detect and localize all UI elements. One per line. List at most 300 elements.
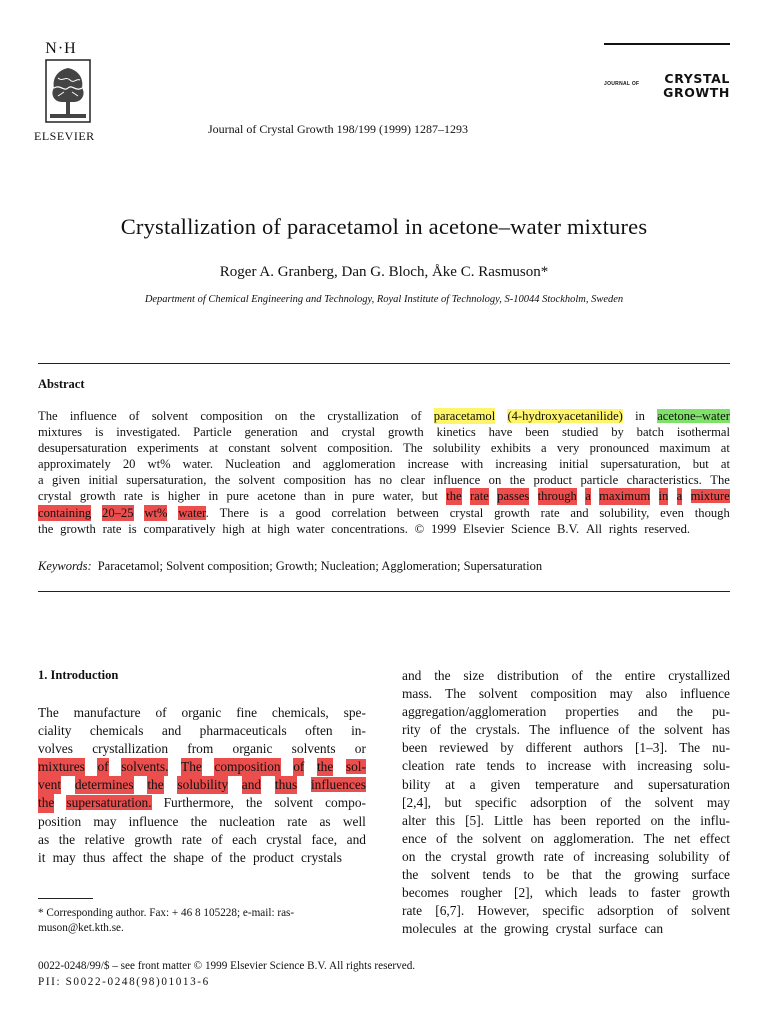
text-line [402,794,730,812]
footnote-text: muson@ket.kth.se. [38,922,124,934]
word: been [525,425,550,440]
word: composition. [327,441,393,456]
word: © [414,521,425,536]
word: concentrations. [331,521,408,536]
intro-left-column [38,704,366,867]
word: on [402,848,416,864]
word: Furthermore, [163,795,234,811]
word: have [488,425,513,440]
word: a [585,489,591,504]
word: high [267,521,290,536]
word: high [222,521,245,536]
word: desupersaturation [38,441,127,456]
word: leads [589,885,617,901]
word: solvent [482,830,522,846]
word: comparatively [143,521,216,536]
word: solu- [703,758,730,774]
word: faster [650,885,681,901]
word: growth [134,831,173,847]
word: very [556,441,580,456]
word: (4-hydroxyacetanilide) [507,409,623,423]
section-heading: 1. Introduction [38,668,119,682]
word: solvent [431,867,470,883]
word: The [38,409,58,423]
word: solvents. [121,758,168,776]
word: even [660,505,684,520]
journal-logo-line1: CRYSTAL [664,71,730,86]
word: solvent [238,473,276,488]
text-line [402,703,730,721]
word: the [190,813,208,829]
word: well [342,813,366,829]
word: a [279,505,285,520]
word: crystallization [92,741,169,757]
word: surface [598,921,638,937]
text-line [38,424,730,440]
word: of [97,758,108,776]
word: Little [493,812,523,828]
word: the [38,521,54,536]
word: containing [38,505,92,520]
word: exhibits [490,441,531,456]
word: though [694,505,730,520]
word: may [52,849,76,865]
journal-logo-line2: GROWTH [663,85,730,100]
abstract-body [38,408,730,537]
word: thus [82,849,106,865]
word: shape [173,849,204,865]
word: rate [123,489,143,504]
pii-line: PII: S0022-0248(98)01013-6 [38,976,210,988]
word: Elsevier [462,521,505,536]
word: characteristics. [626,473,702,488]
word: is [151,489,160,504]
text-line [38,758,366,776]
word: chemicals, [271,705,329,720]
word: investigated. [116,425,181,440]
word: between [396,505,439,520]
word: the [38,794,54,812]
word: it [38,849,46,865]
word: authors [583,740,623,756]
word: from [187,741,214,757]
word: the [317,758,333,776]
text-line [38,794,366,812]
word: temperature [535,776,600,792]
text-line [38,704,366,722]
word: of [410,409,422,423]
word: of [436,830,448,846]
word: mixtures [38,425,83,440]
word: crystals [301,849,342,865]
word: position [38,813,82,829]
word: on [488,473,502,488]
word: the [147,776,163,794]
keywords-label: Keywords: [38,559,92,573]
text-line [402,866,730,884]
word: in [208,489,219,504]
word: at [720,457,730,472]
word: vent [38,776,61,794]
word: crystallization [327,409,399,423]
text-line [402,830,730,848]
word: with [460,457,484,472]
word: influence [680,686,730,702]
word: passes [497,489,530,504]
text-line [38,776,366,794]
word: that [572,867,593,883]
word: maximum [659,441,711,456]
journal-citation: Journal of Crystal Growth 198/199 (1999) 1287–1293 [208,122,468,136]
word: supersaturation. [66,795,152,811]
word: and [346,831,366,847]
publisher-name: ELSEVIER [34,129,95,143]
text-line [402,884,730,902]
word: of [155,705,167,720]
word: surface [691,867,730,883]
word: solvent [664,722,703,738]
word: the [434,668,451,683]
word: the [456,830,473,846]
text-line [402,848,730,866]
bottom-divider [38,591,730,592]
word: given [52,473,81,488]
abstract-heading: Abstract [38,377,85,391]
word: pu- [712,704,730,720]
word: the [245,795,263,811]
word: of [718,848,730,864]
word: or [354,741,366,757]
word: initial [559,457,589,472]
word: and [292,457,311,472]
word: particle [580,473,619,488]
intro-right-column [402,667,730,938]
word: The [643,830,665,846]
word: supersaturation, [600,457,681,472]
word: on [650,812,664,828]
word: approximately [38,457,111,472]
word: organic [181,705,222,720]
word: solvent [151,409,189,423]
word: crystal [341,425,376,440]
word: influ- [700,812,730,828]
word: supersaturation, [126,473,207,488]
word: agglomeration [322,457,396,472]
word: solvent [478,686,518,702]
word: growth [79,489,116,504]
word: properties [565,704,619,720]
word: correlation [331,505,387,520]
word: the [480,921,497,937]
word: through [537,489,577,504]
word: The [445,686,466,702]
word: of [666,903,679,919]
word: the [446,489,462,504]
word: has [712,722,730,738]
word: reserved. [644,521,691,536]
word: to [523,867,534,883]
word: rights [608,521,638,536]
word: to [525,758,537,774]
word: at [251,521,261,536]
word: with [602,758,627,774]
word: and [161,723,182,739]
word: crystal [449,505,484,520]
word: reviewed [439,740,489,756]
word: solvent [654,794,694,810]
word: has [532,812,551,828]
word: the [638,722,655,738]
footnote [38,906,366,936]
word: All [585,521,603,536]
word: ciality [38,723,72,739]
text-line [38,831,366,849]
word: B.V. [556,521,580,536]
word: volves [38,741,73,757]
word: aggregation/agglomeration [402,704,547,720]
word: and [402,668,422,683]
word: experiments [137,441,199,456]
word: studied [561,425,599,440]
word: in [334,489,344,504]
word: crystal [266,831,302,847]
word: solubility [658,848,710,864]
text-line [38,722,366,740]
text-line [402,812,730,830]
word: influence [433,473,481,488]
word: may [93,813,117,829]
elsevier-tree-icon [40,58,96,126]
word: acetone–water [657,409,730,423]
word: nu- [712,740,730,756]
word: rate [102,521,122,536]
word: paracetamol [433,409,496,423]
word: agglomeration. [553,830,635,846]
word: growth [692,885,730,901]
word: and [310,425,329,440]
word: increasing [495,457,548,472]
word: clear [400,473,425,488]
word: face, [311,831,338,847]
word: but [444,794,462,810]
word: effect [699,830,730,846]
word: [1–3]. [634,740,668,756]
word: adsorption [530,794,587,810]
word: size [463,668,485,683]
word: [5]. [465,812,485,828]
word: of [128,409,140,423]
word: rate [287,813,308,829]
word: water. [182,457,214,472]
word: in- [351,723,366,739]
word: growth [388,425,424,440]
word: of [293,758,304,776]
word: but [692,457,709,472]
word: water [296,521,325,536]
word: the [229,849,246,865]
word: specific [475,794,517,810]
word: given [490,776,521,792]
publisher-mark: N·H [45,40,77,57]
word: water, [382,489,414,504]
word: rity [402,722,421,738]
word: rate [181,831,202,847]
word: different [525,740,572,756]
word: rate [543,848,564,864]
word: supersaturation [648,776,730,792]
word: solvent [691,903,730,919]
word: increase [547,758,592,774]
word: 1999 [431,521,457,536]
word: wt% [147,457,171,472]
word: water. [178,505,209,520]
text-line [38,813,366,831]
footnote-rule [38,898,93,899]
word: increasing [594,848,650,864]
word: and [242,776,261,794]
word: the [624,794,642,810]
word: [2], [513,885,533,901]
word: but [421,489,438,504]
word: However, [477,903,530,919]
word: constant [228,441,271,456]
word: a [469,776,476,792]
word: The [529,722,551,738]
word: to [628,885,639,901]
word: the [214,473,231,488]
word: solubility [432,441,481,456]
word: pure [352,489,375,504]
word: growth [60,521,96,536]
word: the [450,722,467,738]
word: 20–25 [102,505,134,520]
word: mixtures [38,758,85,776]
word: a [541,441,547,456]
word: adsorption [597,903,654,919]
word: [2,4], [402,794,432,810]
word: influence [128,813,179,829]
word: batch [636,425,664,440]
word: in [635,409,645,423]
copyright-line: 0022-0248/99/$ – see front matter © 1999 Elsevier Science B.V. All rights reserved. [38,960,416,972]
word: also [645,686,668,702]
word: the [58,831,76,847]
keywords [38,559,542,574]
word: crystals. [475,722,520,738]
word: rate [455,758,476,774]
word: of [211,831,223,847]
word: maximum [599,489,651,504]
text-line [38,505,730,521]
word: and [638,704,658,720]
word: been [560,812,587,828]
word: of [600,794,612,810]
word: the [673,812,691,828]
word: the [424,848,442,864]
word: be [546,867,560,883]
word: of [573,848,585,864]
word: as [319,813,331,829]
word: mixture [690,489,730,504]
word: The [403,441,423,456]
word: of [429,722,441,738]
word: tends [486,758,515,774]
author-list: Roger A. Granberg, Dan G. Bloch, Åke C. Rasmuson* [219,264,549,280]
word: composition [283,473,346,488]
word: on [274,409,288,423]
word: good [295,505,321,520]
word: the [299,409,316,423]
word: solvent [274,795,314,811]
word: mass. [402,686,433,702]
text-line [402,721,730,739]
word: is [94,425,104,440]
word: 20 [122,457,136,472]
word: a [676,489,683,504]
word: rate [540,505,560,520]
word: bility [402,776,431,792]
word: spe- [343,705,366,720]
word: no [379,473,393,488]
word: the [402,867,419,883]
word: isothermal [676,425,730,440]
word: ence [402,830,427,846]
word: pharmaceuticals [199,723,287,739]
word: the [509,473,526,488]
word: influence [69,409,117,423]
word: initial [88,473,118,488]
text-line [38,440,730,456]
word: thus [275,776,297,794]
word: specific [542,903,585,919]
word: The [679,740,701,756]
text-line [38,521,730,537]
text-line [38,488,730,504]
word: of [571,668,583,683]
word: generation [244,425,298,440]
footnote-text: * Corresponding author. Fax: + 46 8 105228; e-mail: ras- [38,907,295,919]
word: Nucleation [225,457,281,472]
word: than [304,489,326,504]
word: solvent [280,441,318,456]
word: distribution [497,668,559,683]
word: is [128,521,137,536]
word: on [530,830,544,846]
word: and [570,505,589,520]
word: molecules [402,921,457,937]
word: often [305,723,333,739]
paper-title: Crystallization of paracetamol in acetone–water mixtures [120,214,648,239]
text-line [402,776,730,794]
word: by [500,740,514,756]
word: growth [496,848,535,864]
word: at [445,776,455,792]
word: a [38,473,44,488]
word: influence [559,722,610,738]
word: growth [494,505,530,520]
word: crystal [38,489,72,504]
word: affect [112,849,143,865]
word: at [463,921,474,937]
word: composition [200,409,263,423]
word: growing [503,921,549,937]
word: solvents [291,741,336,757]
footnote-line [38,921,366,936]
text-line [38,472,730,488]
word: pure [226,489,249,504]
word: product [252,849,294,865]
word: crystallized [668,668,730,683]
